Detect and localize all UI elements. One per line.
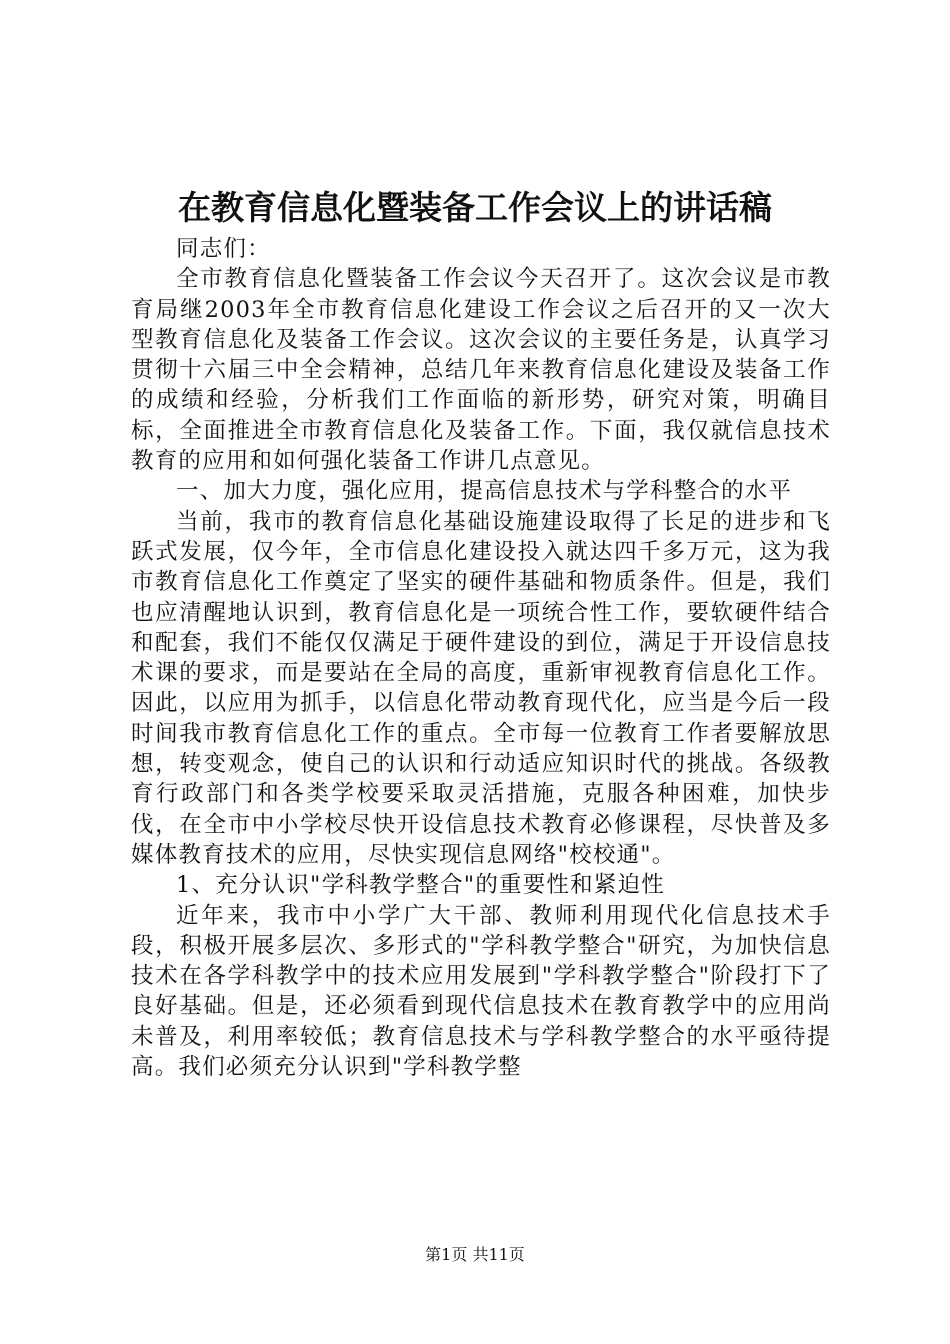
paragraph-intro: 全市教育信息化暨装备工作会议今天召开了。这次会议是市教育局继2003年全市教育信息化建设工作会议之后召开的又一次大型教育信息化及装备工作会议。这次会议的主要任务是，认真学习贯彻十六届三中全会精神，总结几年来教育信息化建设及装备工作的成绩和经验，分析我们工作面临的新形势，研究对策，明确目标，全面推进全市教育信息化及装备工作。下面，我仅就信息技术教育的应用和如何强化装备工作讲几点意见。 [131, 266, 831, 475]
paragraph-subsection-1: 近年来，我市中小学广大干部、教师利用现代化信息技术手段，积极开展多层次、多形式的"学科教学整合"研究，为加快信息技术在各学科教学中的技术应用发展到"学科教学整合"阶段打下了良好基础。但是，还必须看到现代信息技术在教育教学中的应用尚未普及，利用率较低；教育信息技术与学科教学整合的水平亟待提高。我们必须充分认识到"学科教学整 [131, 902, 831, 1081]
greeting: 同志们： [176, 236, 271, 262]
page-footer: 第1页 共11页 [425, 1245, 525, 1264]
document-title: 在教育信息化暨装备工作会议上的讲话稿 [178, 188, 772, 227]
subsection-heading-1: 1、充分认识"学科教学整合"的重要性和紧迫性 [176, 872, 665, 899]
paragraph-section-1: 当前，我市的教育信息化基础设施建设取得了长足的进步和飞跃式发展，仅今年，全市信息化建设投入就达四千多万元，这为我市教育信息化工作奠定了坚实的硬件基础和物质条件。但是，我们也应清醒地认识到，教育信息化是一项统合性工作，要软硬件结合和配套，我们不能仅仅满足于硬件建设的到位，满足于开设信息技术课的要求，而是要站在全局的高度，重新审视教育信息化工作。因此，以应用为抓手，以信息化带动教育现代化，应当是今后一段时间我市教育信息化工作的重点。全市每一位教育工作者要解放思想，转变观念，使自己的认识和行动适应知识时代的挑战。各级教育行政部门和各类学校要采取灵活措施，克服各种困难，加快步伐，在全市中小学校尽快开设信息技术教育必修课程，尽快普及多媒体教育技术的应用，尽快实现信息网络"校校通"。 [131, 508, 831, 868]
document-body [131, 234, 831, 1082]
section-heading-1: 一、加大力度，强化应用，提高信息技术与学科整合的水平 [176, 478, 793, 505]
